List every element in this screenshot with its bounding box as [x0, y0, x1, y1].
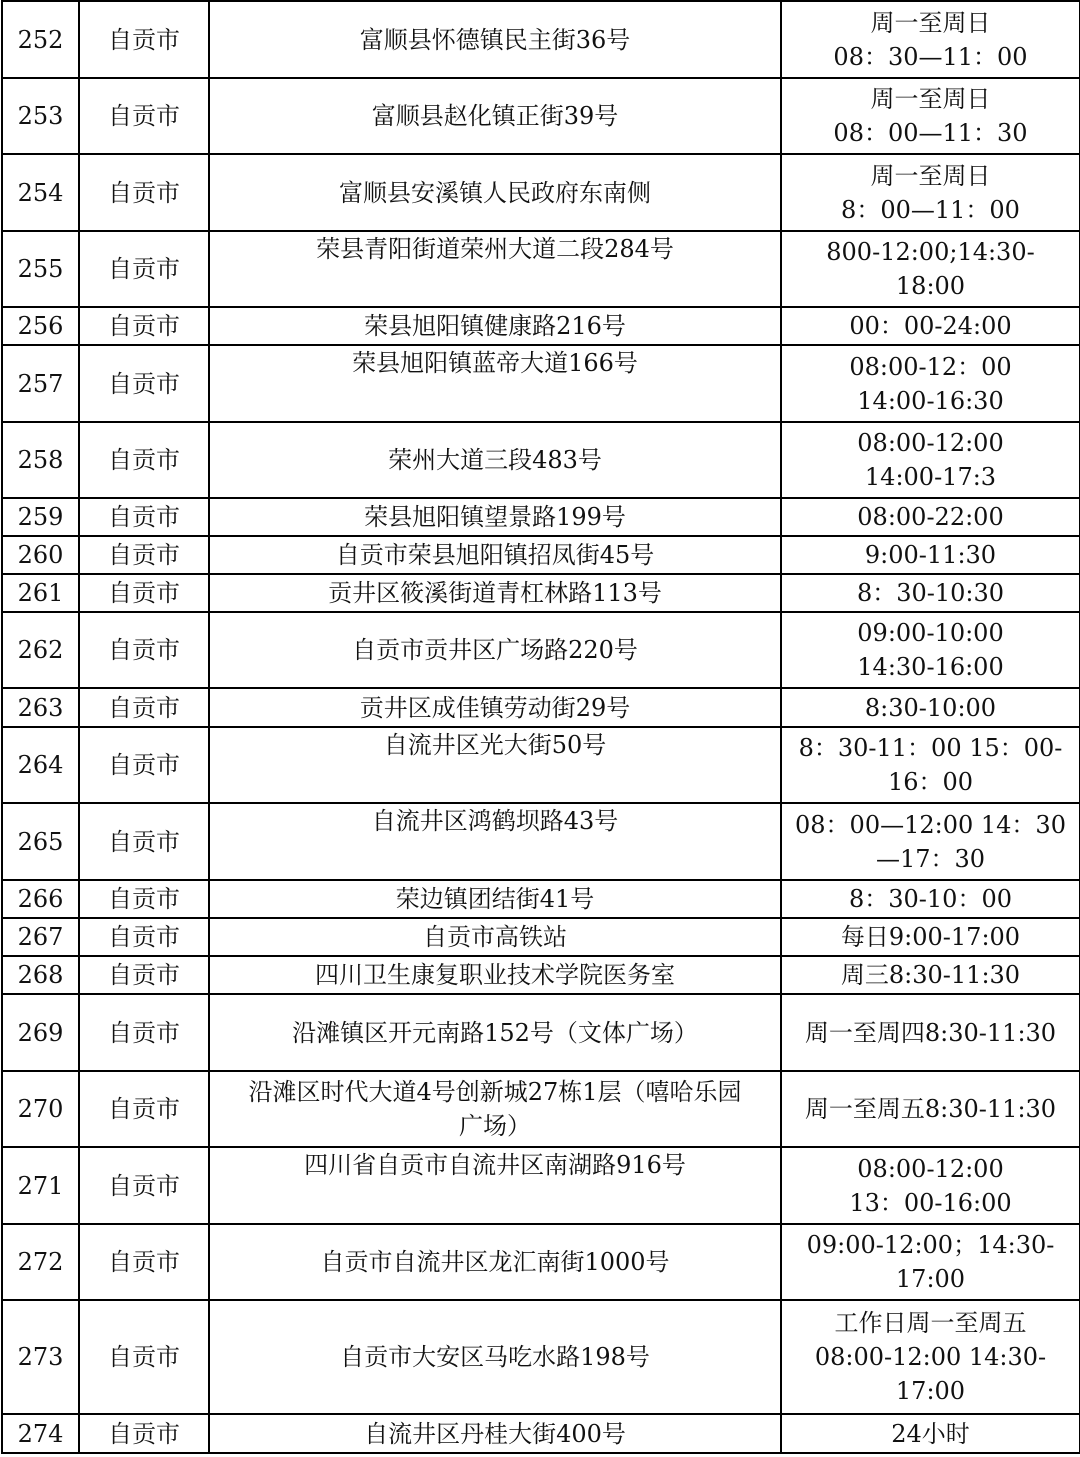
row-number-cell: 263: [2, 688, 79, 727]
table-row: [2, 918, 1080, 956]
city-cell: 自贡市: [79, 1300, 209, 1414]
hours-cell: [781, 880, 1080, 918]
address-cell: [209, 1300, 781, 1414]
city-cell: 自贡市: [79, 918, 209, 956]
address-cell: [209, 1414, 781, 1453]
hours-line: 08：00—12:00 14：30: [795, 810, 1066, 839]
address-cell: [209, 78, 781, 154]
address-line: 荣县青阳街道荣州大道二段284号: [316, 235, 674, 263]
row-number-cell: 258: [2, 422, 79, 498]
table-row: [2, 422, 1080, 498]
hours-cell: [781, 498, 1080, 536]
table-row: [2, 1414, 1080, 1453]
hours-line: 17:00: [895, 1265, 966, 1293]
hours-line: 08：30—11：00: [833, 42, 1028, 71]
city-cell: 自贡市: [79, 994, 209, 1071]
table-row: [2, 1, 1080, 78]
address-line: 自贡市高铁站: [423, 923, 567, 951]
row-number-cell: 267: [2, 918, 79, 956]
address-cell: [209, 956, 781, 994]
address-cell: [209, 574, 781, 612]
table-row: [2, 1300, 1080, 1414]
hours-cell: [781, 727, 1080, 803]
address-line: 四川省自贡市自流井区南湖路916号: [304, 1151, 686, 1179]
hours-cell: [781, 345, 1080, 422]
row-number-cell: 255: [2, 231, 79, 307]
hours-line: 08:00-12:00 14:30-: [814, 1343, 1047, 1371]
address-line: 自贡市贡井区广场路220号: [352, 636, 638, 664]
hours-line: 8：30-10：00: [849, 885, 1012, 913]
address-cell: [209, 803, 781, 880]
city-cell: 自贡市: [79, 1071, 209, 1147]
table-row: [2, 154, 1080, 231]
city-cell: 自贡市: [79, 1, 209, 78]
table-row: [2, 307, 1080, 345]
hours-line: 14:30-16:00: [857, 653, 1004, 681]
hours-line: 08：00—11：30: [833, 119, 1028, 147]
row-number-cell: 269: [2, 994, 79, 1071]
table-row: [2, 231, 1080, 307]
address-cell: [209, 1224, 781, 1300]
address-line: 荣县旭阳镇望景路199号: [364, 503, 626, 531]
row-number-cell: 260: [2, 536, 79, 574]
address-cell: [209, 422, 781, 498]
row-number-cell: 268: [2, 956, 79, 994]
hours-cell: [781, 688, 1080, 727]
hours-cell: [781, 1147, 1080, 1224]
city-cell: 自贡市: [79, 956, 209, 994]
row-number-cell: 259: [2, 498, 79, 536]
address-line: 富顺县怀德镇民主街36号: [359, 25, 631, 54]
hours-line: 13：00-16:00: [849, 1188, 1012, 1217]
address-line: 富顺县赵化镇正街39号: [371, 102, 619, 130]
hours-line: 16：00: [887, 768, 974, 796]
address-line: 富顺县安溪镇人民政府东南侧: [339, 178, 651, 207]
hours-line: 8：30-10:30: [856, 579, 1005, 607]
address-cell: [209, 727, 781, 803]
table-row: [2, 574, 1080, 612]
row-number-cell: 273: [2, 1300, 79, 1414]
address-line: 自贡市自流井区龙汇南街1000号: [320, 1248, 670, 1276]
hours-line: 周一至周日: [870, 85, 991, 113]
hours-cell: [781, 1414, 1080, 1453]
row-number-cell: 261: [2, 574, 79, 612]
address-cell: [209, 307, 781, 345]
city-cell: 自贡市: [79, 574, 209, 612]
row-number-cell: 257: [2, 345, 79, 422]
address-cell: [209, 536, 781, 574]
city-cell: 自贡市: [79, 880, 209, 918]
hours-cell: [781, 154, 1080, 231]
address-line: 贡井区成佳镇劳动街29号: [359, 693, 631, 722]
address-cell: [209, 1, 781, 78]
city-cell: 自贡市: [79, 727, 209, 803]
hours-cell: [781, 574, 1080, 612]
row-number-cell: 271: [2, 1147, 79, 1224]
address-line: 荣州大道三段483号: [388, 446, 602, 474]
row-number-cell: 266: [2, 880, 79, 918]
hours-line: 周三8:30-11:30: [840, 961, 1021, 989]
address-line: 广场）: [459, 1112, 531, 1140]
address-cell: [209, 918, 781, 956]
table-row: [2, 345, 1080, 422]
address-cell: [209, 688, 781, 727]
hours-line: 08:00-12：00: [849, 352, 1012, 381]
city-cell: 自贡市: [79, 307, 209, 345]
city-cell: 自贡市: [79, 231, 209, 307]
hours-line: 周一至周四8:30-11:30: [804, 1018, 1057, 1047]
table-row: [2, 1224, 1080, 1300]
hours-cell: [781, 994, 1080, 1071]
address-line: 荣县旭阳镇蓝帝大道166号: [352, 349, 638, 377]
city-cell: 自贡市: [79, 1147, 209, 1224]
hours-line: 08:00-12:00: [857, 1154, 1004, 1183]
row-number-cell: 254: [2, 154, 79, 231]
table-row: [2, 612, 1080, 688]
hours-cell: [781, 1, 1080, 78]
address-cell: [209, 994, 781, 1071]
hours-line: 14:00-16:30: [857, 386, 1004, 415]
address-line: 自贡市大安区马吃水路198号: [340, 1343, 650, 1371]
hours-line: 8：30-11：00 15：00-: [798, 734, 1063, 762]
city-cell: 自贡市: [79, 612, 209, 688]
hours-line: 17:00: [895, 1377, 966, 1405]
address-line: 沿滩镇区开元南路152号（文体广场）: [292, 1018, 698, 1047]
address-line: 四川卫生康复职业技术学院医务室: [315, 961, 675, 989]
table-row: [2, 1147, 1080, 1224]
city-cell: 自贡市: [79, 1414, 209, 1453]
city-cell: 自贡市: [79, 154, 209, 231]
address-cell: [209, 1147, 781, 1224]
city-cell: 自贡市: [79, 422, 209, 498]
address-cell: [209, 345, 781, 422]
row-number-cell: 262: [2, 612, 79, 688]
hours-line: 08:00-12:00: [857, 429, 1004, 457]
hours-line: 9:00-11:30: [864, 541, 997, 569]
hours-line: 00：00-24:00: [849, 312, 1012, 340]
hours-cell: [781, 1300, 1080, 1414]
table-row: [2, 78, 1080, 154]
address-line: 荣边镇团结街41号: [395, 885, 595, 913]
hours-line: 每日9:00-17:00: [840, 923, 1021, 951]
hours-line: 08:00-22:00: [857, 503, 1004, 531]
table-row: [2, 880, 1080, 918]
hours-cell: [781, 536, 1080, 574]
city-cell: 自贡市: [79, 536, 209, 574]
table-row: [2, 803, 1080, 880]
table-row: [2, 956, 1080, 994]
hours-line: 09:00-12:00；14:30-: [806, 1231, 1055, 1259]
table-row: [2, 994, 1080, 1071]
row-number-cell: 270: [2, 1071, 79, 1147]
address-line: 贡井区筱溪街道青杠林路113号: [328, 579, 662, 607]
hours-cell: [781, 803, 1080, 880]
hours-cell: [781, 231, 1080, 307]
address-line: 自贡市荣县旭阳镇招凤街45号: [335, 541, 655, 569]
row-number-cell: 272: [2, 1224, 79, 1300]
hours-cell: [781, 612, 1080, 688]
city-cell: 自贡市: [79, 345, 209, 422]
hours-line: 周一至周五8:30-11:30: [804, 1095, 1057, 1123]
hours-line: 周一至周日: [870, 8, 991, 37]
city-cell: 自贡市: [79, 78, 209, 154]
table-row: [2, 688, 1080, 727]
address-line: 自流井区鸿鹤坝路43号: [371, 807, 619, 835]
address-cell: [209, 880, 781, 918]
address-cell: [209, 231, 781, 307]
hours-line: 18:00: [895, 272, 966, 300]
address-line: 自流井区光大街50号: [383, 731, 607, 759]
table-body: [2, 1, 1080, 1453]
hours-line: 8：00—11：00: [841, 195, 1020, 224]
table-row: [2, 1071, 1080, 1147]
hours-cell: [781, 918, 1080, 956]
hours-line: 8:30-10:00: [864, 693, 997, 722]
city-cell: 自贡市: [79, 1224, 209, 1300]
testing-sites-table: [1, 0, 1080, 1454]
address-line: 自流井区丹桂大街400号: [364, 1419, 626, 1448]
row-number-cell: 253: [2, 78, 79, 154]
address-cell: [209, 1071, 781, 1147]
hours-line: 14:00-17:3: [864, 463, 997, 491]
address-line: 荣县旭阳镇健康路216号: [364, 312, 626, 340]
address-line: 沿滩区时代大道4号创新城27栋1层（嘻哈乐园: [248, 1078, 742, 1106]
city-cell: 自贡市: [79, 688, 209, 727]
hours-line: 周一至周日: [870, 161, 991, 190]
table-row: [2, 498, 1080, 536]
hours-cell: [781, 307, 1080, 345]
hours-line: 09:00-10:00: [857, 619, 1004, 647]
hours-cell: [781, 422, 1080, 498]
table-row: [2, 727, 1080, 803]
table-row: [2, 536, 1080, 574]
hours-cell: [781, 956, 1080, 994]
city-cell: 自贡市: [79, 803, 209, 880]
city-cell: 自贡市: [79, 498, 209, 536]
address-cell: [209, 498, 781, 536]
hours-line: 工作日周一至周五: [834, 1309, 1027, 1337]
hours-line: 24小时: [891, 1419, 970, 1448]
address-cell: [209, 612, 781, 688]
hours-line: —17：30: [875, 844, 986, 873]
hours-line: 800-12:00;14:30-: [826, 238, 1035, 266]
hours-cell: [781, 1071, 1080, 1147]
hours-cell: [781, 78, 1080, 154]
row-number-cell: 265: [2, 803, 79, 880]
row-number-cell: 252: [2, 1, 79, 78]
address-cell: [209, 154, 781, 231]
row-number-cell: 274: [2, 1414, 79, 1453]
hours-cell: [781, 1224, 1080, 1300]
row-number-cell: 264: [2, 727, 79, 803]
row-number-cell: 256: [2, 307, 79, 345]
